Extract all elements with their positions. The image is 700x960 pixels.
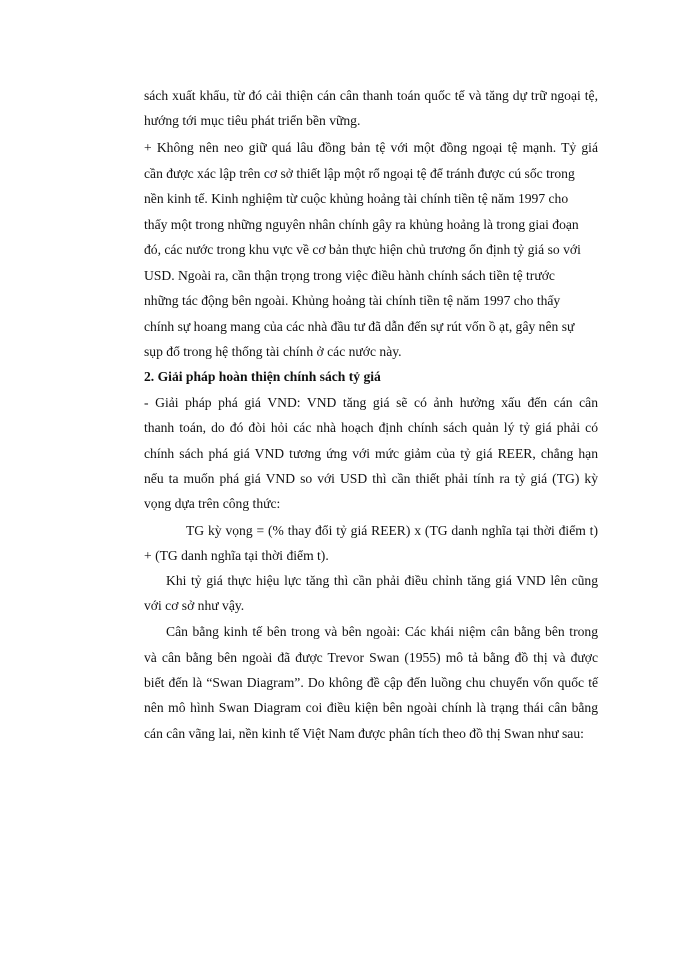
text-line: và cân bằng bên ngoài đã được Trevor Swan (1955) mô tả bằng đồ thị và được [144, 650, 598, 665]
text-line: nên mô hình Swan Diagram coi điều kiện bên ngoài chính là trạng thái cân bằng [144, 700, 598, 715]
formula-line: + (TG danh nghĩa tại thời điểm t). [144, 548, 329, 563]
text-line: với cơ sở như vậy. [144, 598, 245, 613]
text-line: nền kinh tế. Kinh nghiệm từ cuộc khủng hoảng tài chính tiền tệ năm 1997 cho [144, 191, 569, 206]
text-line: - Giải pháp phá giá VND: VND tăng giá sẽ có ảnh hưởng xấu đến cán cân [144, 395, 598, 410]
text-line: chính sự hoang mang của các nhà đầu tư đã dẫn đến sự rút vốn ồ ạt, gây nên sự [144, 319, 575, 334]
text-line: cần được xác lập trên cơ sở thiết lập một rổ ngoại tệ để tránh được cú sốc trong [144, 166, 575, 181]
text-line: + Không nên neo giữ quá lâu đồng bản tệ với một đồng ngoại tệ mạnh. Tỷ giá [144, 140, 598, 155]
text-line: biết đến là “Swan Diagram”. Do không đề cập đến luồng chu chuyển vốn quốc tế [144, 675, 598, 690]
text-line: thấy một trong những nguyên nhân chính gây ra khủng hoảng là trong giai đoạn [144, 217, 579, 232]
text-line: những tác động bên ngoài. Khủng hoảng tài chính tiền tệ năm 1997 cho thấy [144, 293, 561, 308]
section-heading: 2. Giải pháp hoàn thiện chính sách tỷ giá [144, 369, 381, 384]
text-line: USD. Ngoài ra, cần thận trọng trong việc điều hành chính sách tiền tệ trước [144, 268, 555, 283]
text-line: chính sách phá giá VND tương ứng với mức giảm của tỷ giá REER, chẳng hạn [144, 446, 598, 461]
text-line: nếu ta muốn phá giá VND so với USD thì cần thiết phải tính ra tỷ giá (TG) kỳ [144, 471, 598, 486]
text-line: hướng tới mục tiêu phát triển bền vững. [144, 113, 361, 128]
text-line: thanh toán, do đó đòi hỏi các nhà hoạch định chính sách quản lý tỷ giá phải có [144, 420, 598, 435]
text-line: cán cân vãng lai, nền kinh tế Việt Nam được phân tích theo đồ thị Swan như sau: [144, 726, 584, 741]
text-line: Khi tỷ giá thực hiệu lực tăng thì cần phải điều chỉnh tăng giá VND lên cũng [166, 573, 598, 588]
text-line: sách xuất khẩu, từ đó cải thiện cán cân thanh toán quốc tế và tăng dự trữ ngoại tệ, [144, 88, 598, 103]
text-line: sụp đổ trong hệ thống tài chính ở các nước này. [144, 344, 402, 359]
text-line: vọng dựa trên công thức: [144, 496, 281, 511]
text-line: đó, các nước trong khu vực về cơ bản thực hiện chủ trương ổn định tỷ giá so với [144, 242, 581, 257]
text-line: Cân bằng kinh tế bên trong và bên ngoài: Các khái niệm cân bằng bên trong [166, 624, 598, 639]
formula-line: TG kỳ vọng = (% thay đổi tỷ giá REER) x (TG danh nghĩa tại thời điểm t) [186, 523, 598, 538]
